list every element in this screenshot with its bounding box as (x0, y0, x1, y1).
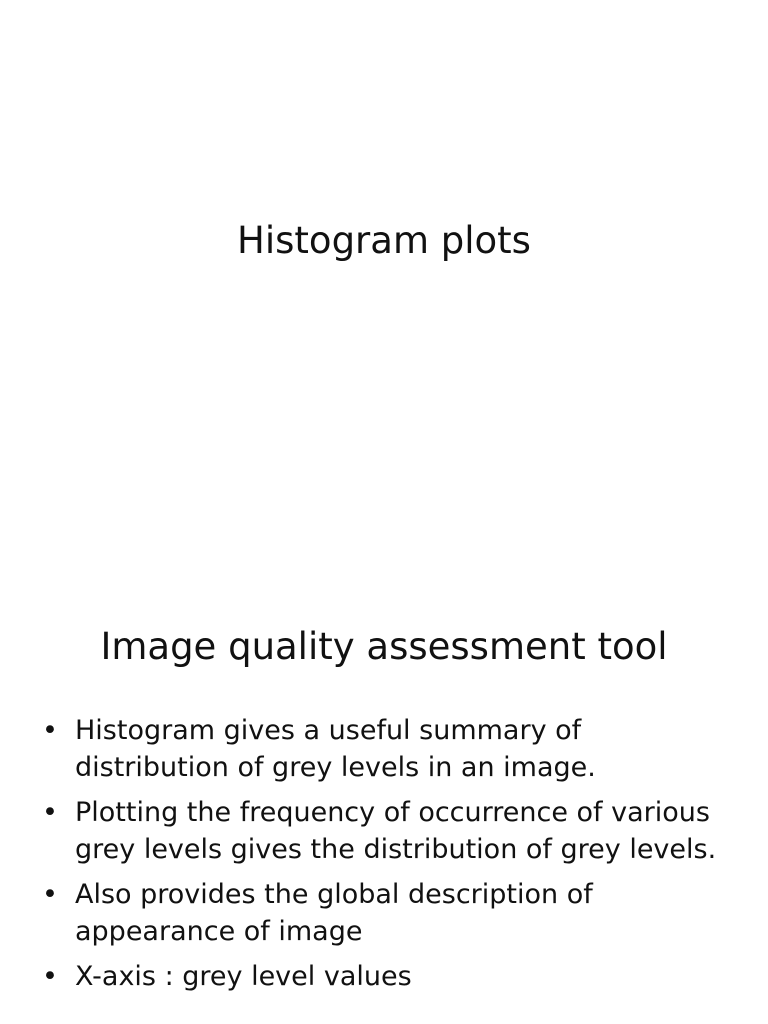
bullet-marker: • (42, 961, 58, 992)
bullet-item (42, 958, 722, 995)
bullet-text: X-axis : grey level values (75, 961, 412, 992)
bullet-item (42, 876, 722, 950)
bullet-marker: • (42, 879, 58, 910)
bullet-text: Also provides the global description of appearance of image (75, 879, 593, 947)
bullet-marker: • (42, 797, 58, 828)
slide-title: Image quality assessment tool (100, 625, 668, 668)
bullet-marker: • (42, 715, 58, 746)
bullet-list (42, 712, 722, 1003)
slide-image-quality-assessment (0, 576, 768, 1024)
slide-title: Histogram plots (237, 219, 531, 262)
bullet-item (42, 794, 722, 868)
bullet-item (42, 712, 722, 786)
bullet-text: Histogram gives a useful summary of distribution of grey levels in an image. (75, 715, 596, 783)
bullet-text: Plotting the frequency of occurrence of various grey levels gives the distribution of grey levels. (75, 797, 717, 865)
